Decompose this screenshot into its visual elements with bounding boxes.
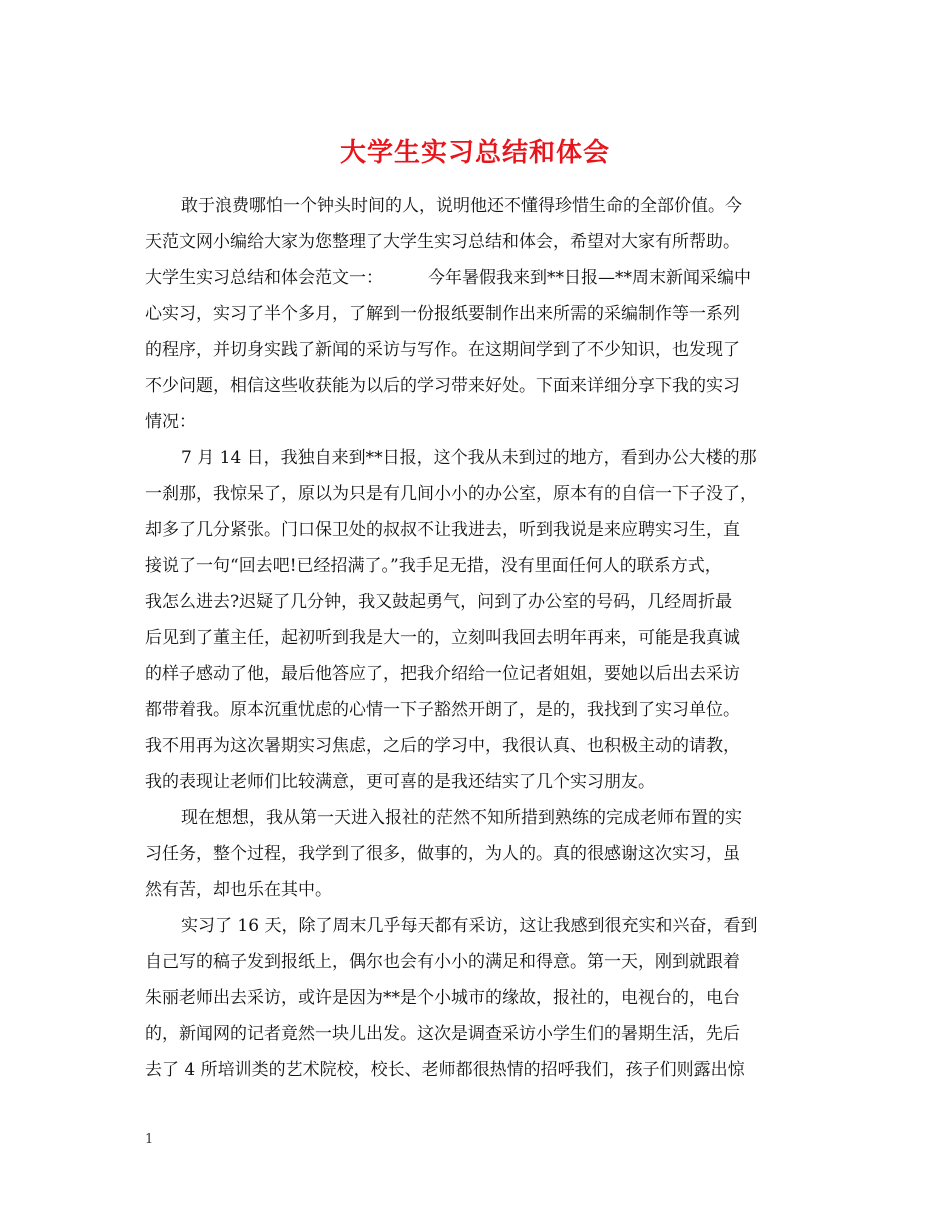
paragraph-line: 7 月 14 日，我独自来到**日报，这个我从未到过的地方，看到办公大楼的那 (181, 448, 757, 468)
paragraph-line: 然有苦，却也乐在其中。 (145, 880, 332, 900)
paragraph-line: 去了 4 所培训类的艺术院校，校长、老师都很热情的招呼我们，孩子们则露出惊 (145, 1060, 745, 1080)
paragraph-line: 后见到了董主任，起初听到我是大一的，立刻叫我回去明年再来，可能是我真诚 (145, 628, 740, 648)
paragraph-line: 习任务，整个过程，我学到了很多，做事的，为人的。真的很感谢这次实习，虽 (145, 844, 740, 864)
paragraph-line: 不少问题，相信这些收获能为以后的学习带来好处。下面来详细分享下我的实习 (145, 376, 740, 396)
paragraph-line: 朱丽老师出去采访，或许是因为**是个小城市的缘故，报社的，电视台的，电台 (145, 988, 740, 1008)
paragraph-line (145, 260, 810, 296)
paragraph-text: 今年暑假我来到**日报—**周末新闻采编中 (428, 268, 751, 288)
paragraph-line: 我怎么进去?迟疑了几分钟，我又鼓起勇气，问到了办公室的号码，几经周折最 (145, 592, 733, 612)
paragraph-line: 一刹那，我惊呆了，原以为只是有几间小小的办公室，原本有的自信一下子没了， (145, 484, 757, 504)
document-body (145, 188, 810, 1088)
paragraph-line: 的，新闻网的记者竟然一块儿出发。这次是调查采访小学生们的暑期生活，先后 (145, 1024, 740, 1044)
paragraph-line: 心实习，实习了半个多月，了解到一份报纸要制作出来所需的采编制作等一系列 (145, 304, 740, 324)
paragraph-line: 实习了 16 天，除了周末几乎每天都有采访，这让我感到很充实和兴奋，看到 (181, 916, 758, 936)
paragraph-line: 现在想想，我从第一天进入报社的茫然不知所措到熟练的完成老师布置的实 (181, 808, 742, 828)
paragraph-line: 接说了一句“回去吧!已经招满了。”我手足无措，没有里面任何人的联系方式， (145, 556, 722, 576)
paragraph-line: 自己写的稿子发到报纸上，偶尔也会有小小的满足和得意。第一天，刚到就跟着 (145, 952, 740, 972)
paragraph-line: 我不用再为这次暑期实习焦虑，之后的学习中，我很认真、也积极主动的请教， (145, 736, 740, 756)
paragraph-line: 的程序，并切身实践了新闻的采访与写作。在这期间学到了不少知识，也发现了 (145, 340, 740, 360)
paragraph-line: 都带着我。原本沉重忧虑的心情一下子豁然开朗了，是的，我找到了实习单位。 (145, 700, 740, 720)
page-number: 1 (145, 1132, 154, 1147)
paragraph-line: 却多了几分紧张。门口保卫处的叔叔不让我进去，听到我说是来应聘实习生，直 (145, 520, 740, 540)
paragraph-line: 天范文网小编给大家为您整理了大学生实习总结和体会，希望对大家有所帮助。 (145, 232, 740, 252)
paragraph-line: 敢于浪费哪怕一个钟头时间的人，说明他还不懂得珍惜生命的全部价值。今 (181, 196, 742, 216)
paragraph-line: 的样子感动了他，最后他答应了，把我介绍给一位记者姐姐，要她以后出去采访 (145, 664, 740, 684)
document-title: 大学生实习总结和体会 (339, 138, 610, 168)
paragraph-line: 情况： (145, 412, 196, 432)
paragraph-line: 我的表现让老师们比较满意，更可喜的是我还结实了几个实习朋友。 (145, 772, 655, 792)
section-heading: 大学生实习总结和体会范文一： (145, 268, 383, 288)
